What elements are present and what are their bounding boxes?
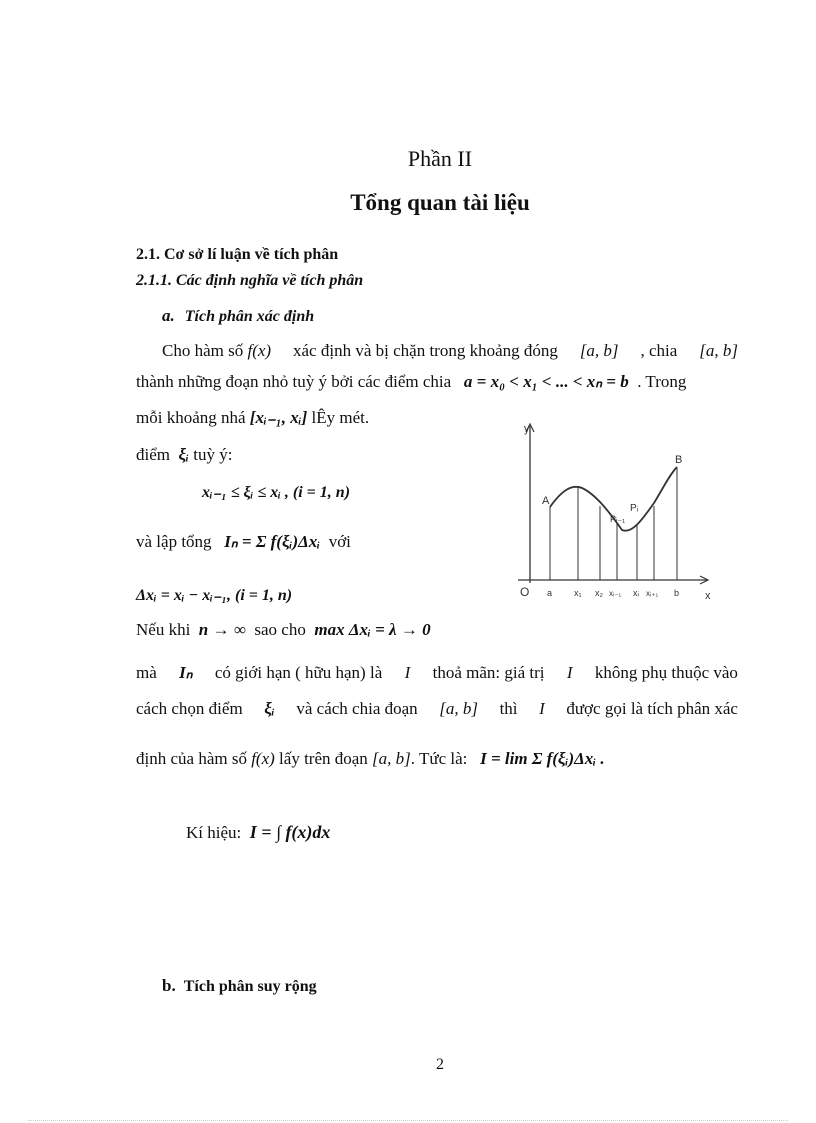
- xi-symbol: ξᵢ: [178, 445, 190, 464]
- x-axis-label: x: [705, 590, 711, 602]
- n-infinity-formula: n → ∞: [198, 620, 246, 639]
- paragraph-line: mỗi khoảng nhá [xᵢ₋₁, xᵢ] lÊy mét.: [136, 408, 370, 427]
- paragraph-line: Nếu khi n → ∞ sao cho max Δxᵢ = λ → 0: [136, 620, 431, 639]
- subsection-heading: 2.1.1. Các định nghĩa về tích phân: [136, 272, 364, 289]
- subinterval-formula: [xᵢ₋₁, xᵢ]: [249, 408, 308, 427]
- point-pi-label: Pᵢ: [630, 503, 639, 514]
- riemann-sum-formula: Iₙ = Σ f(ξᵢ)Δxᵢ: [224, 532, 321, 551]
- paragraph-line: cách chọn điểm ξᵢ và cách chia đoạn [a, b] thì I được gọi là tích phân xác: [136, 699, 738, 718]
- paragraph-line: và lập tổng Iₙ = Σ f(ξᵢ)Δxᵢ với: [136, 532, 351, 551]
- page-number: 2: [436, 1056, 444, 1073]
- paragraph-line: điểm ξᵢ tuỳ ý:: [136, 445, 233, 464]
- tick-xi-1: xᵢ₋₁: [609, 589, 622, 598]
- tick-x1: x₁: [574, 588, 582, 598]
- point-pi-1-label: Pᵢ₋₁: [610, 514, 626, 524]
- tick-x2: x₂: [595, 588, 603, 598]
- paragraph-line: mà Iₙ có giới hạn ( hữu hạn) là I thoả mãn: giá trị I không phụ thuộc vào: [136, 663, 738, 682]
- paragraph-line: Kí hiệu: I = ∫ f(x)dx: [186, 822, 331, 842]
- paragraph-line: thành những đoạn nhỏ tuỳ ý bởi các điểm chia a = x₀ < x₁ < ... < xₙ = b . Trong: [136, 372, 687, 391]
- tick-labels: [547, 588, 679, 598]
- delta-x-formula: Δxᵢ = xᵢ − xᵢ₋₁, (i = 1, n): [136, 587, 293, 604]
- tick-b: b: [674, 588, 680, 598]
- subsubsection-title: Tích phân suy rộng: [183, 978, 317, 995]
- partition-formula: a = x₀ < x₁ < ... < xₙ = b: [463, 372, 629, 391]
- tick-a: a: [547, 588, 553, 598]
- point-b-label: B: [675, 454, 683, 466]
- tick-xi+1: xᵢ₊₁: [646, 589, 659, 598]
- y-axis-label: y: [524, 423, 530, 435]
- limit-formula: I = lim Σ f(ξᵢ)Δxᵢ .: [480, 749, 605, 768]
- max-condition-formula: max Δxᵢ = λ → 0: [314, 620, 431, 639]
- section-heading: 2.1. Cơ sở lí luận về tích phân: [136, 246, 339, 263]
- page-title: Tổng quan tài liệu: [350, 190, 530, 215]
- list-marker: a.: [162, 306, 175, 325]
- part-heading: Phần II: [407, 146, 473, 171]
- subsubsection-b-heading: [162, 976, 317, 996]
- integral-formula: I = ∫ f(x)dx: [249, 822, 331, 842]
- subsubsection-title: Tích phân xác định: [184, 308, 315, 325]
- point-a-label: A: [542, 495, 550, 507]
- subsubsection-a-heading: [162, 306, 314, 326]
- list-marker: b.: [162, 976, 176, 995]
- inequality-formula: xᵢ₋₁ ≤ ξᵢ ≤ xᵢ , (i = 1, n): [202, 484, 351, 501]
- page-footer-divider: [28, 1120, 788, 1121]
- paragraph-line: định của hàm số f(x) lấy trên đoạn [a, b]. Tức là: I = lim Σ f(ξᵢ)Δxᵢ .: [136, 749, 605, 768]
- riemann-figure: [510, 418, 720, 628]
- paragraph-line: Cho hàm số f(x) xác định và bị chặn trong khoảng đóng [a, b] , chia [a, b]: [162, 341, 738, 360]
- origin-label: O: [520, 585, 530, 599]
- tick-xi: xᵢ: [633, 588, 639, 598]
